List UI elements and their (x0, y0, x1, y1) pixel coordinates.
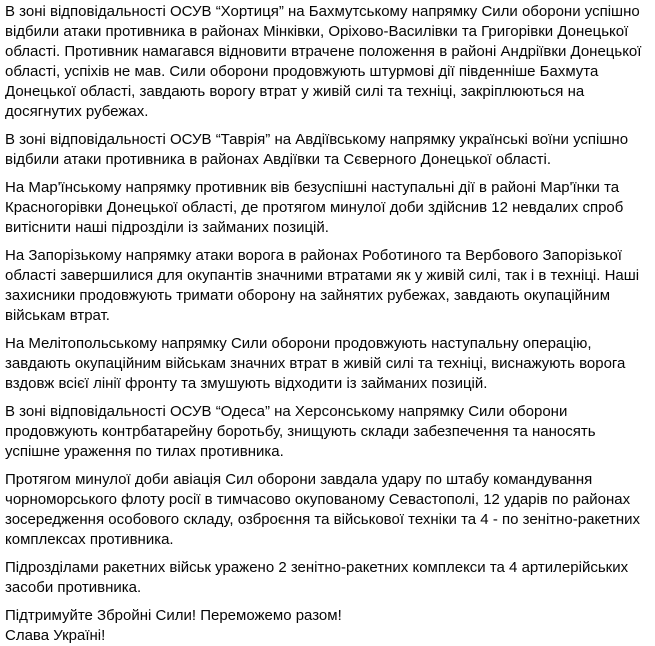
paragraph-odesa: В зоні відповідальності ОСУВ “Одеса” на Херсонському напрямку Сили оборони продовжують контрбатарейну боротьбу, знищують склади забезпечення та наносять успішне ураження по тилах противника. (5, 403, 596, 460)
paragraph-tavria: В зоні відповідальності ОСУВ “Таврія” на Авдіївському напрямку українські воїни успішно відбили атаки противника в районах Авдіївки та Сєверного Донецької області. (5, 131, 629, 168)
paragraph-khortytsia: В зоні відповідальності ОСУВ “Хортиця” на Бахмутському напрямку Сили оборони успішно відбили атаки противника в районах Мінківки, Оріхово-Василівки та Григорівки Донецької області. Противник намагався відновити втрачене положення в районі Андріївки Донецької області, успіхів не мав. Сили оборони продовжують штурмові дії південніше Бахмута Донецької області, завдають ворогу втрат у живій силі та техніці, закріплюються на досягнутих рубежах. (5, 3, 642, 120)
paragraph-aviation: Протягом минулої доби авіація Сил оборони завдала удару по штабу командування чорноморського флоту росії в тимчасово окупованому Севастополі, 12 ударів по районах зосередження особового складу, озброєння та військової техніки та 4 - по зенітно-ракетних комплексах противника. (5, 471, 641, 548)
paragraph-melitopol: На Мелітопольському напрямку Сили оборони продовжують наступальну операцію, завдають окупаційним військам значних втрат в живій силі та техніці, виснажують ворога вздовж всієї лінії фронту та змушують відходити із займаних позицій. (5, 335, 626, 392)
paragraph-missile-troops: Підрозділами ракетних військ уражено 2 зенітно-ракетних комплекси та 4 артилерійських засоби противника. (5, 559, 629, 596)
paragraph-marinka: На Мар'їнському напрямку противник вів безуспішні наступальні дії в районі Мар'їнки та Красногорівки Донецької області, де протягом минулої доби здійснив 12 невдалих спроб витіснити наші підрозділи із займаних позицій. (5, 179, 624, 236)
paragraph-zaporizhzhia: На Запорізькому напрямку атаки ворога в районах Роботиного та Вербового Запорізької області завершилися для окупантів значними втратами як у живій силі, так і в техніці. Наші захисники продовжують тримати оборону на зайнятих рубежах, завдають окупаційним військам втрат. (5, 247, 640, 324)
closing-glory-line: Слава Україні! (5, 627, 106, 644)
closing-support-line: Підтримуйте Збройні Сили! Переможемо разом! (5, 607, 342, 624)
